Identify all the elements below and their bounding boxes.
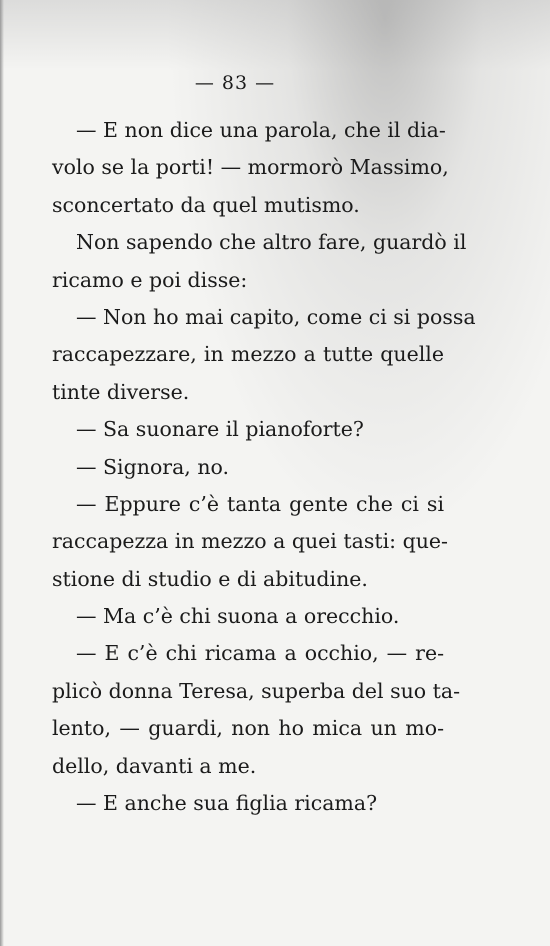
text-line: volo se la porti! — mormorò Massimo, [52, 155, 449, 180]
text-line: — E anche sua figlia ricama? [76, 791, 378, 816]
text-line: raccapezzare, in mezzo a tutte quelle [52, 342, 444, 367]
text-line: — Eppure c’è tanta gente che ci si [76, 491, 444, 516]
text-line: — E non dice una parola, che il dia- [76, 118, 446, 142]
text-line: plicò donna Teresa, superba del suo ta- [52, 678, 461, 703]
body-text [52, 112, 476, 822]
text-line: — Sa suonare il pianoforte? [76, 417, 364, 442]
text-line: tinte diverse. [52, 379, 190, 404]
text-line: sconcertato da quel mutismo. [52, 192, 360, 217]
text-line: ricamo e poi disse: [52, 267, 248, 292]
text-line: dello, davanti a me. [52, 753, 257, 778]
text-line: — Ma c’è chi suona a orecchio. [76, 604, 400, 629]
text-line: stione di studio e di abitudine. [52, 566, 368, 591]
text-line: — Non ho mai capito, come ci si possa [76, 304, 476, 329]
text-line: — E c’è chi ricama a occhio, — re- [76, 641, 444, 666]
text-line: lento, — guardi, non ho mica un mo- [52, 716, 444, 741]
page-edge-shadow [0, 0, 4, 946]
text-line: — Signora, no. [76, 454, 230, 479]
text-line: raccapezza in mezzo a quei tasti: que- [52, 529, 448, 554]
text-line: Non sapendo che altro fare, guardò il [76, 230, 467, 255]
page-number: — 83 — [194, 72, 276, 94]
